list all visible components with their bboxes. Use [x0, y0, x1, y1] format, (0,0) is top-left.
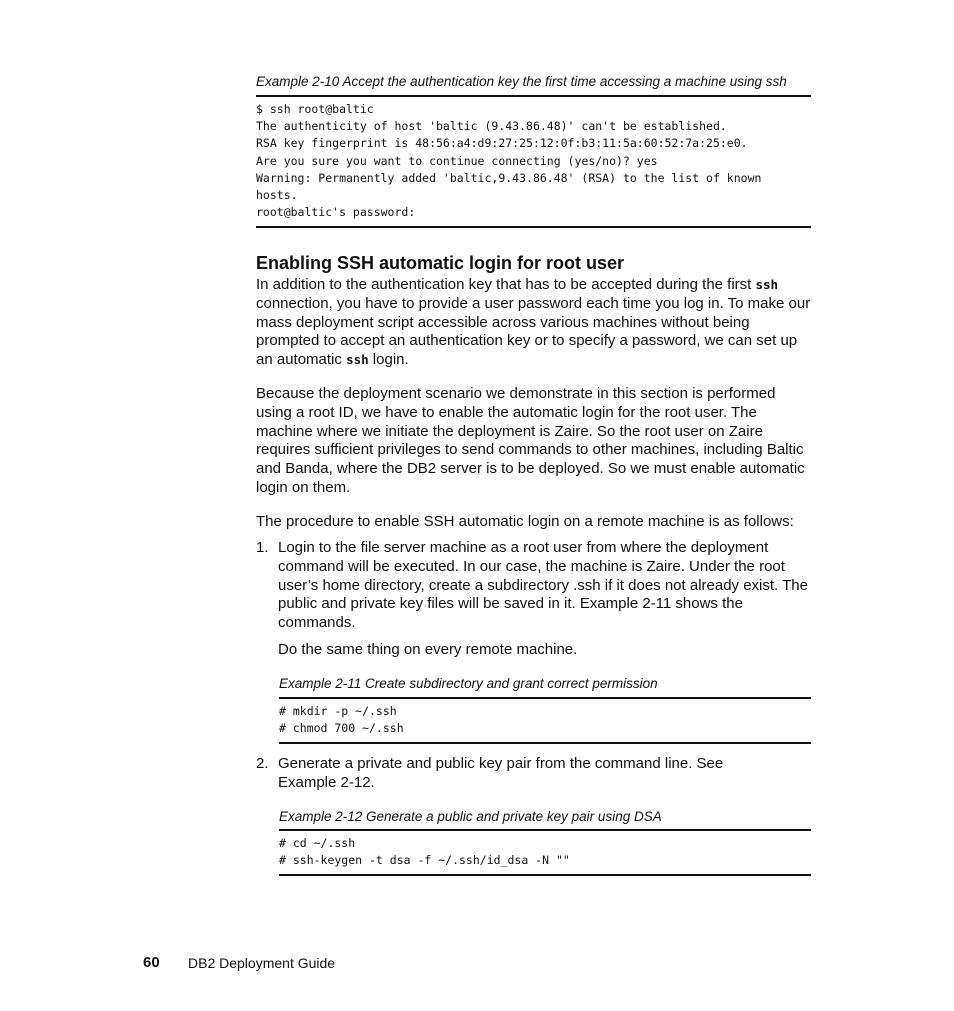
step-2-number: 2. [256, 755, 269, 772]
book-title: DB2 Deployment Guide [188, 955, 336, 971]
intro-paragraph [256, 276, 812, 370]
example-2-11-code: # mkdir -p ~/.ssh # chmod 700 ~/.ssh [279, 704, 404, 736]
example-2-12-bottom-rule [279, 874, 811, 876]
example-2-12-top-rule [279, 829, 811, 831]
example-2-11-caption: Example 2-11 Create subdirectory and grant correct permission [279, 676, 658, 691]
procedure-intro: The procedure to enable SSH automatic login on a remote machine is as follows: [256, 513, 794, 530]
example-2-10-bottom-rule [256, 226, 811, 228]
step-1-text: Login to the file server machine as a root user from where the deployment command will be executed. In our case, the machine is Zaire. Under the root user’s home directory, create a subdirectory .ssh if it does not already exist. The public and private key files will be saved in it. Example 2-11 shows the commands. [278, 539, 808, 632]
intro-text-c: login. [368, 351, 409, 369]
example-2-10-caption: Example 2-10 Accept the authentication key the first time accessing a machine using ssh [256, 74, 787, 89]
step-1-number: 1. [256, 539, 269, 556]
inline-code-ssh: ssh [346, 352, 369, 368]
example-2-12-code: # cd ~/.ssh # ssh-keygen -t dsa -f ~/.ssh/id_dsa -N "" [279, 836, 570, 868]
step-2-text: Generate a private and public key pair from the command line. See Example 2-12. [278, 755, 724, 791]
example-2-10-code: $ ssh root@baltic The authenticity of host 'baltic (9.43.86.48)' can't be established. RSA key fingerprint is 48:56:a4:d9:27:25:12:0f:b3:11:5a:60:52:7a:25:e0. Are you sure you want to continue connecting (yes/no)? yes Warning: Permanently added 'baltic,9.43.86.48' (RSA) to the list of known hosts. root@baltic's password: [256, 102, 762, 220]
intro-text-b: connection, you have to provide a user password each time you log in. To make our mass deployment script accessible across various machines without being prompted to accept an authentication key or to specify a password, we can set up an automatic [256, 294, 811, 369]
example-2-12-caption: Example 2-12 Generate a public and private key pair using DSA [279, 809, 662, 824]
step-1-note: Do the same thing on every remote machine. [278, 641, 578, 658]
example-2-11-bottom-rule [279, 742, 811, 744]
intro-text-a: In addition to the authentication key that has to be accepted during the first [256, 276, 756, 293]
inline-code-ssh: ssh [755, 277, 779, 292]
scenario-paragraph: Because the deployment scenario we demonstrate in this section is performed using a root ID, we have to enable the automatic login for the root user. The machine where we initiate the deployment is Zaire. So the root user on Zaire requires sufficient privileges to send commands to other machines, including Baltic and Banda, where the DB2 server is to be deployed. So we must enable automatic login on them. [256, 385, 805, 496]
example-2-10-top-rule [256, 95, 811, 97]
page-number: 60 [143, 954, 160, 971]
example-2-11-top-rule [279, 697, 811, 699]
section-heading: Enabling SSH automatic login for root user [256, 253, 625, 273]
